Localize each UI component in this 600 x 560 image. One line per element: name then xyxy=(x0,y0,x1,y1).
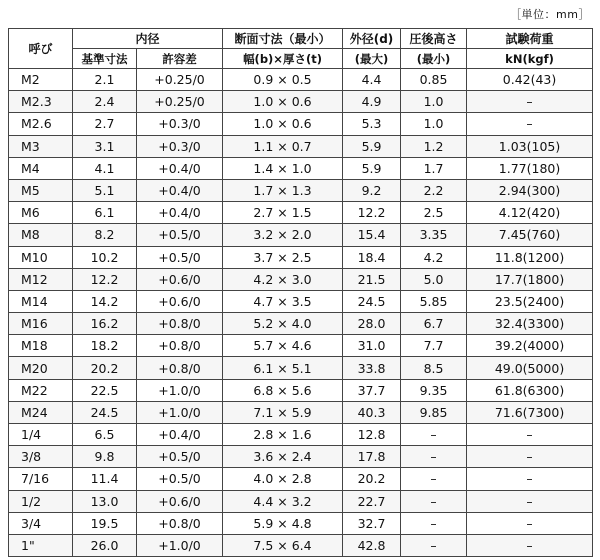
cell-naikei-kijun: 13.0 xyxy=(73,490,137,512)
cell-yobi: M18 xyxy=(9,335,73,357)
cell-shiken: 23.5(2400) xyxy=(467,290,593,312)
table-row xyxy=(9,179,593,201)
cell-gaikei: 18.4 xyxy=(343,246,401,268)
cell-naikei-kyoyo: +0.8/0 xyxy=(137,313,223,335)
cell-naikei-kyoyo: +0.4/0 xyxy=(137,202,223,224)
cell-gaikei: 40.3 xyxy=(343,401,401,423)
cell-shiken: – xyxy=(467,91,593,113)
cell-yobi: M14 xyxy=(9,290,73,312)
cell-danmen: 4.0 × 2.8 xyxy=(223,468,343,490)
cell-shiken: 39.2(4000) xyxy=(467,335,593,357)
cell-shiken: – xyxy=(467,446,593,468)
cell-danmen: 3.7 × 2.5 xyxy=(223,246,343,268)
cell-gaikei: 21.5 xyxy=(343,268,401,290)
table-row xyxy=(9,69,593,91)
cell-naikei-kyoyo: +0.4/0 xyxy=(137,424,223,446)
cell-yobi: 3/8 xyxy=(9,446,73,468)
cell-gaikei: 32.7 xyxy=(343,512,401,534)
cell-atsugo: 7.7 xyxy=(401,335,467,357)
header-atsugo-sub: (最小) xyxy=(401,49,467,69)
cell-naikei-kyoyo: +0.8/0 xyxy=(137,335,223,357)
table-row xyxy=(9,91,593,113)
cell-gaikei: 5.3 xyxy=(343,113,401,135)
cell-danmen: 3.6 × 2.4 xyxy=(223,446,343,468)
table-row xyxy=(9,113,593,135)
cell-danmen: 1.7 × 1.3 xyxy=(223,179,343,201)
cell-naikei-kijun: 19.5 xyxy=(73,512,137,534)
table-row xyxy=(9,379,593,401)
cell-naikei-kyoyo: +0.25/0 xyxy=(137,69,223,91)
cell-atsugo: – xyxy=(401,534,467,556)
table-row xyxy=(9,335,593,357)
cell-naikei-kijun: 12.2 xyxy=(73,268,137,290)
cell-gaikei: 24.5 xyxy=(343,290,401,312)
cell-danmen: 4.2 × 3.0 xyxy=(223,268,343,290)
table-row xyxy=(9,490,593,512)
cell-naikei-kyoyo: +1.0/0 xyxy=(137,401,223,423)
cell-yobi: M12 xyxy=(9,268,73,290)
cell-naikei-kijun: 2.4 xyxy=(73,91,137,113)
cell-naikei-kyoyo: +0.4/0 xyxy=(137,157,223,179)
cell-yobi: M20 xyxy=(9,357,73,379)
cell-shiken: – xyxy=(467,113,593,135)
cell-danmen: 5.2 × 4.0 xyxy=(223,313,343,335)
cell-yobi: M2 xyxy=(9,69,73,91)
cell-naikei-kijun: 20.2 xyxy=(73,357,137,379)
cell-atsugo: – xyxy=(401,490,467,512)
cell-danmen: 1.0 × 0.6 xyxy=(223,91,343,113)
cell-atsugo: 1.0 xyxy=(401,91,467,113)
cell-danmen: 0.9 × 0.5 xyxy=(223,69,343,91)
cell-gaikei: 22.7 xyxy=(343,490,401,512)
cell-naikei-kyoyo: +0.6/0 xyxy=(137,490,223,512)
header-naikei-kijun: 基準寸法 xyxy=(73,49,137,69)
cell-naikei-kijun: 9.8 xyxy=(73,446,137,468)
header-gaikei: 外径(d) xyxy=(343,29,401,49)
cell-naikei-kyoyo: +1.0/0 xyxy=(137,379,223,401)
cell-naikei-kyoyo: +0.4/0 xyxy=(137,179,223,201)
table-row xyxy=(9,357,593,379)
cell-naikei-kijun: 24.5 xyxy=(73,401,137,423)
cell-naikei-kijun: 3.1 xyxy=(73,135,137,157)
cell-naikei-kyoyo: +0.6/0 xyxy=(137,290,223,312)
table-row xyxy=(9,157,593,179)
header-yobi: 呼び xyxy=(9,29,73,69)
cell-atsugo: 6.7 xyxy=(401,313,467,335)
cell-naikei-kijun: 4.1 xyxy=(73,157,137,179)
cell-atsugo: 9.85 xyxy=(401,401,467,423)
header-row-sub xyxy=(9,49,593,69)
cell-shiken: 7.45(760) xyxy=(467,224,593,246)
cell-yobi: M3 xyxy=(9,135,73,157)
cell-yobi: M6 xyxy=(9,202,73,224)
cell-danmen: 1.0 × 0.6 xyxy=(223,113,343,135)
cell-yobi: 3/4 xyxy=(9,512,73,534)
table-row xyxy=(9,468,593,490)
cell-atsugo: 2.5 xyxy=(401,202,467,224)
cell-shiken: 1.77(180) xyxy=(467,157,593,179)
cell-yobi: M2.3 xyxy=(9,91,73,113)
cell-danmen: 4.7 × 3.5 xyxy=(223,290,343,312)
cell-yobi: M24 xyxy=(9,401,73,423)
cell-gaikei: 42.8 xyxy=(343,534,401,556)
cell-gaikei: 31.0 xyxy=(343,335,401,357)
cell-naikei-kijun: 5.1 xyxy=(73,179,137,201)
cell-naikei-kyoyo: +0.25/0 xyxy=(137,91,223,113)
cell-danmen: 4.4 × 3.2 xyxy=(223,490,343,512)
cell-gaikei: 37.7 xyxy=(343,379,401,401)
cell-yobi: M4 xyxy=(9,157,73,179)
table-row xyxy=(9,135,593,157)
cell-yobi: M16 xyxy=(9,313,73,335)
cell-atsugo: – xyxy=(401,468,467,490)
cell-yobi: 1/4 xyxy=(9,424,73,446)
cell-yobi: M2.6 xyxy=(9,113,73,135)
cell-danmen: 6.1 × 5.1 xyxy=(223,357,343,379)
cell-atsugo: 1.0 xyxy=(401,113,467,135)
cell-danmen: 2.7 × 1.5 xyxy=(223,202,343,224)
cell-naikei-kyoyo: +0.8/0 xyxy=(137,512,223,534)
cell-naikei-kijun: 22.5 xyxy=(73,379,137,401)
header-naikei-kyoyo: 許容差 xyxy=(137,49,223,69)
cell-gaikei: 33.8 xyxy=(343,357,401,379)
cell-naikei-kyoyo: +0.5/0 xyxy=(137,246,223,268)
table-row xyxy=(9,224,593,246)
cell-yobi: 1" xyxy=(9,534,73,556)
cell-gaikei: 17.8 xyxy=(343,446,401,468)
table-row xyxy=(9,424,593,446)
cell-atsugo: – xyxy=(401,424,467,446)
cell-shiken: – xyxy=(467,424,593,446)
table-row xyxy=(9,202,593,224)
cell-atsugo: 1.7 xyxy=(401,157,467,179)
cell-danmen: 1.1 × 0.7 xyxy=(223,135,343,157)
table-row xyxy=(9,446,593,468)
cell-shiken: – xyxy=(467,490,593,512)
cell-atsugo: 4.2 xyxy=(401,246,467,268)
cell-shiken: 0.42(43) xyxy=(467,69,593,91)
cell-atsugo: 0.85 xyxy=(401,69,467,91)
cell-naikei-kijun: 6.5 xyxy=(73,424,137,446)
cell-danmen: 7.1 × 5.9 xyxy=(223,401,343,423)
header-shiken: 試験荷重 xyxy=(467,29,593,49)
header-atsugo: 圧後高さ xyxy=(401,29,467,49)
cell-shiken: 2.94(300) xyxy=(467,179,593,201)
cell-yobi: 7/16 xyxy=(9,468,73,490)
cell-danmen: 2.8 × 1.6 xyxy=(223,424,343,446)
cell-naikei-kyoyo: +0.3/0 xyxy=(137,113,223,135)
cell-shiken: – xyxy=(467,534,593,556)
cell-danmen: 5.9 × 4.8 xyxy=(223,512,343,534)
cell-gaikei: 9.2 xyxy=(343,179,401,201)
cell-naikei-kyoyo: +1.0/0 xyxy=(137,534,223,556)
cell-shiken: 61.8(6300) xyxy=(467,379,593,401)
table-row xyxy=(9,512,593,534)
cell-naikei-kijun: 18.2 xyxy=(73,335,137,357)
cell-naikei-kyoyo: +0.5/0 xyxy=(137,446,223,468)
cell-gaikei: 5.9 xyxy=(343,157,401,179)
cell-atsugo: 9.35 xyxy=(401,379,467,401)
cell-shiken: 4.12(420) xyxy=(467,202,593,224)
header-danmen-sub: 幅(b)×厚さ(t) xyxy=(223,49,343,69)
cell-naikei-kijun: 26.0 xyxy=(73,534,137,556)
cell-danmen: 5.7 × 4.6 xyxy=(223,335,343,357)
table-row xyxy=(9,268,593,290)
header-danmen: 断面寸法（最小） xyxy=(223,29,343,49)
cell-naikei-kijun: 6.1 xyxy=(73,202,137,224)
cell-naikei-kijun: 14.2 xyxy=(73,290,137,312)
cell-danmen: 7.5 × 6.4 xyxy=(223,534,343,556)
cell-yobi: M8 xyxy=(9,224,73,246)
cell-atsugo: 8.5 xyxy=(401,357,467,379)
cell-gaikei: 4.4 xyxy=(343,69,401,91)
cell-danmen: 3.2 × 2.0 xyxy=(223,224,343,246)
cell-gaikei: 5.9 xyxy=(343,135,401,157)
header-row-top xyxy=(9,29,593,49)
cell-shiken: 32.4(3300) xyxy=(467,313,593,335)
cell-atsugo: 5.85 xyxy=(401,290,467,312)
table-row xyxy=(9,290,593,312)
cell-naikei-kyoyo: +0.5/0 xyxy=(137,224,223,246)
table-row xyxy=(9,534,593,556)
cell-danmen: 6.8 × 5.6 xyxy=(223,379,343,401)
cell-naikei-kijun: 10.2 xyxy=(73,246,137,268)
cell-naikei-kijun: 8.2 xyxy=(73,224,137,246)
cell-shiken: 11.8(1200) xyxy=(467,246,593,268)
cell-danmen: 1.4 × 1.0 xyxy=(223,157,343,179)
cell-naikei-kyoyo: +0.3/0 xyxy=(137,135,223,157)
cell-gaikei: 20.2 xyxy=(343,468,401,490)
cell-shiken: – xyxy=(467,512,593,534)
cell-naikei-kijun: 11.4 xyxy=(73,468,137,490)
cell-naikei-kyoyo: +0.8/0 xyxy=(137,357,223,379)
cell-naikei-kyoyo: +0.6/0 xyxy=(137,268,223,290)
table-header xyxy=(9,29,593,69)
table-body xyxy=(9,69,593,557)
cell-gaikei: 28.0 xyxy=(343,313,401,335)
cell-atsugo: 5.0 xyxy=(401,268,467,290)
header-gaikei-sub: (最大) xyxy=(343,49,401,69)
cell-gaikei: 15.4 xyxy=(343,224,401,246)
spec-table xyxy=(8,28,593,557)
cell-yobi: 1/2 xyxy=(9,490,73,512)
cell-atsugo: 3.35 xyxy=(401,224,467,246)
cell-atsugo: – xyxy=(401,446,467,468)
header-naikei: 内径 xyxy=(73,29,223,49)
cell-shiken: 71.6(7300) xyxy=(467,401,593,423)
cell-atsugo: 1.2 xyxy=(401,135,467,157)
unit-label: ［単位：mm］ xyxy=(510,8,590,21)
cell-shiken: 49.0(5000) xyxy=(467,357,593,379)
cell-naikei-kijun: 2.1 xyxy=(73,69,137,91)
table-row xyxy=(9,313,593,335)
cell-gaikei: 12.8 xyxy=(343,424,401,446)
cell-atsugo: – xyxy=(401,512,467,534)
cell-atsugo: 2.2 xyxy=(401,179,467,201)
cell-yobi: M10 xyxy=(9,246,73,268)
cell-naikei-kijun: 2.7 xyxy=(73,113,137,135)
cell-yobi: M5 xyxy=(9,179,73,201)
cell-naikei-kijun: 16.2 xyxy=(73,313,137,335)
cell-shiken: 1.03(105) xyxy=(467,135,593,157)
cell-yobi: M22 xyxy=(9,379,73,401)
cell-naikei-kyoyo: +0.5/0 xyxy=(137,468,223,490)
table-row xyxy=(9,246,593,268)
cell-shiken: – xyxy=(467,468,593,490)
cell-shiken: 17.7(1800) xyxy=(467,268,593,290)
cell-gaikei: 4.9 xyxy=(343,91,401,113)
header-shiken-sub: kN(kgf) xyxy=(467,49,593,69)
cell-gaikei: 12.2 xyxy=(343,202,401,224)
table-row xyxy=(9,401,593,423)
